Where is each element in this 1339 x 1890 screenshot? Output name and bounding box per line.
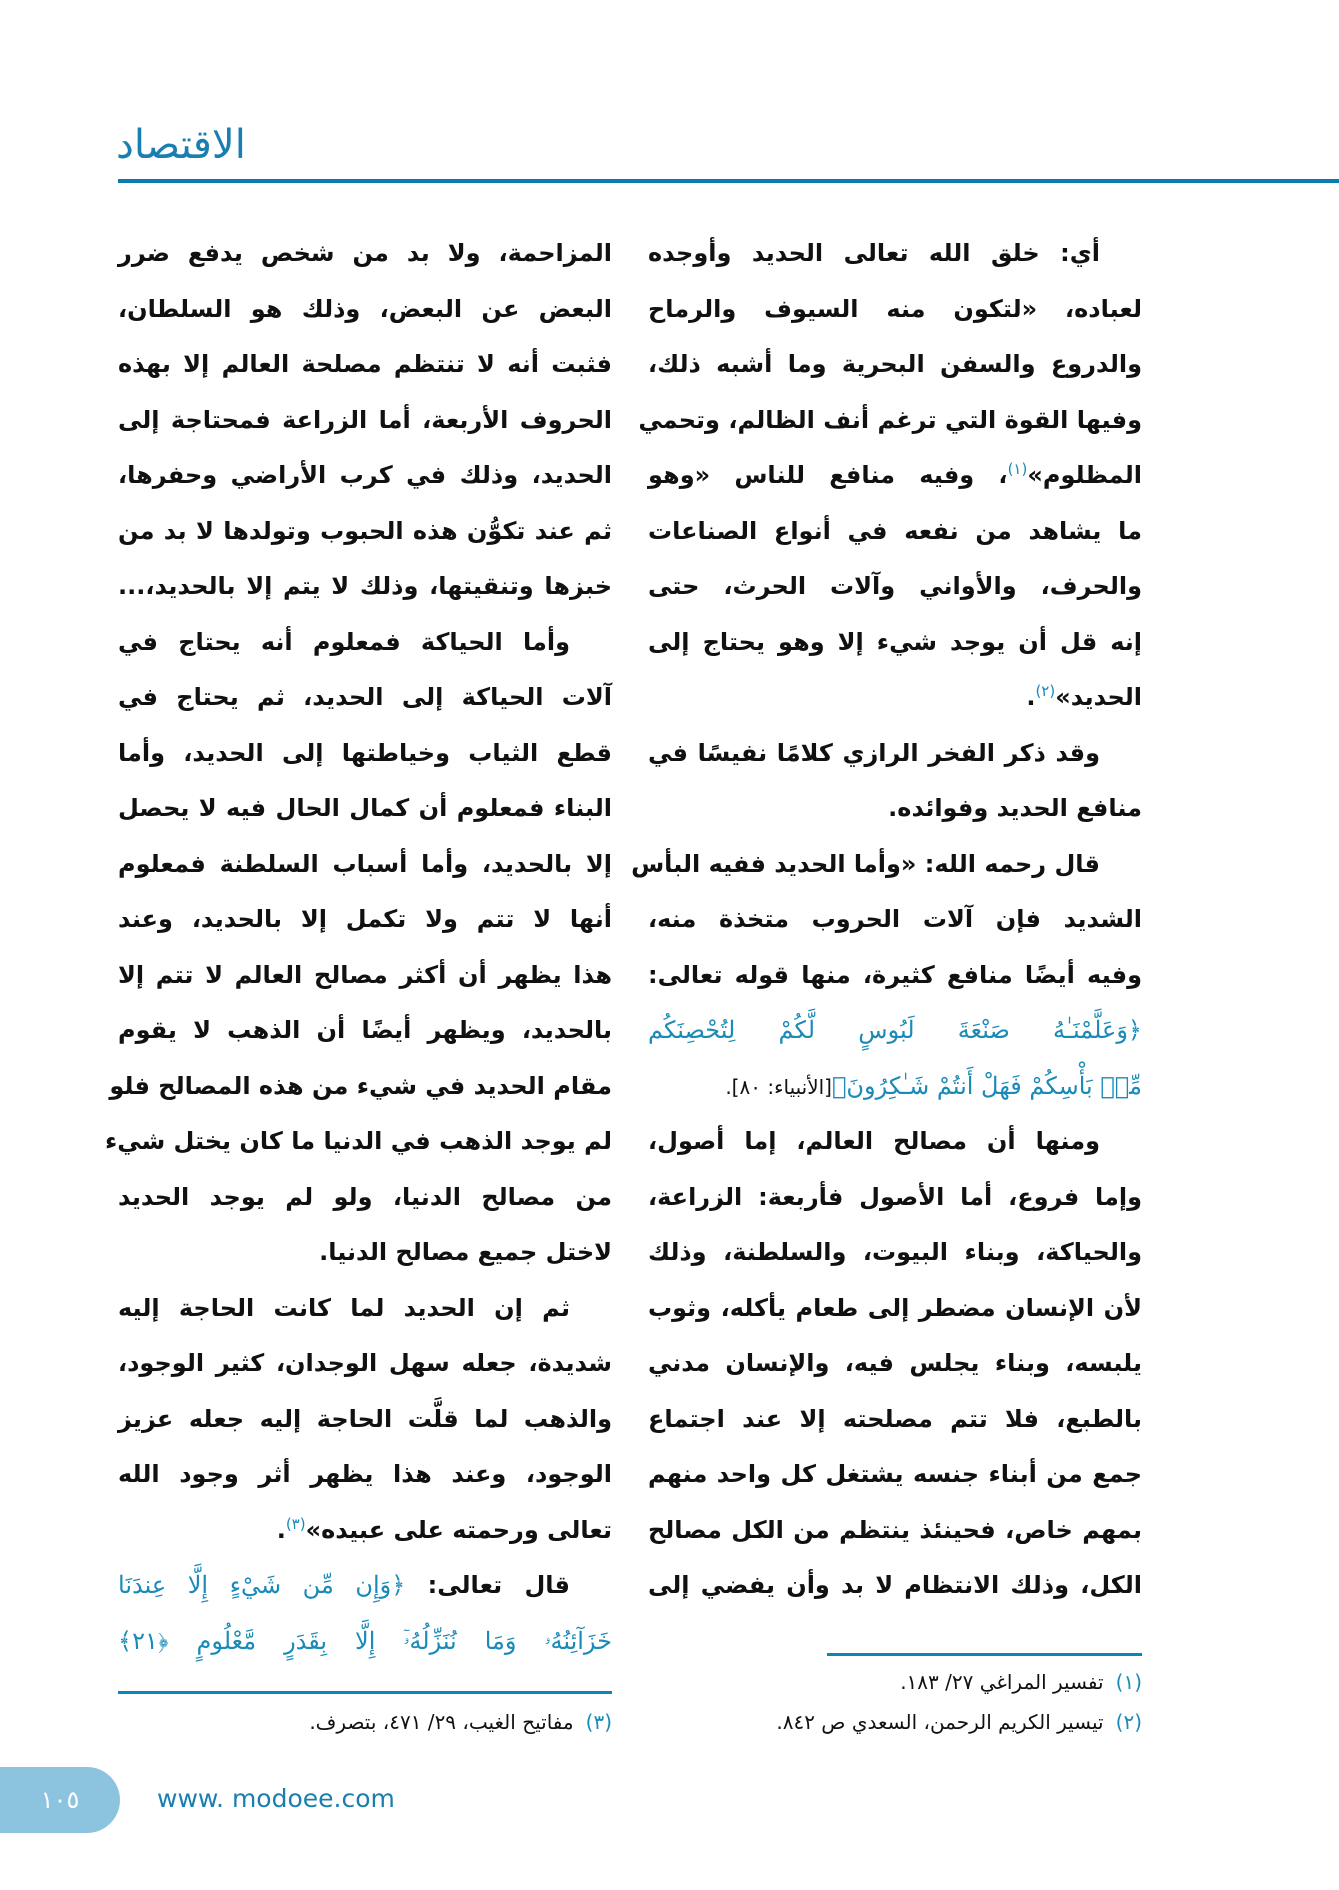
- body-text: لأن الإنسان مضطر إلى طعام يأكله، وثوب: [648, 1293, 1142, 1322]
- text-line: [118, 289, 612, 329]
- body-text: .: [276, 1515, 286, 1544]
- body-text: وقد ذكر الفخر الرازي كلامًا نفيسًا في: [648, 738, 1100, 767]
- footnote-marker: (٣): [285, 1514, 306, 1533]
- footnote-marker: (٢): [1035, 682, 1056, 700]
- body-text: قال رحمه الله: «وأما الحديد ففيه البأس: [631, 849, 1100, 878]
- text-line: [118, 1565, 612, 1605]
- text-line: [118, 1232, 612, 1272]
- text-line: [118, 1343, 612, 1383]
- text-line: [648, 899, 1142, 939]
- footnote-marker: (١): [1007, 460, 1028, 478]
- text-line: [118, 1399, 612, 1439]
- footnote-2: [776, 1710, 1142, 1734]
- text-line: [118, 844, 612, 884]
- body-text: البعض عن البعض، وذلك هو السلطان،: [118, 294, 612, 323]
- text-line: [648, 1343, 1142, 1383]
- text-line: [648, 1399, 1142, 1439]
- body-text: الحروف الأربعة، أما الزراعة فمحتاجة إلى: [118, 405, 612, 434]
- text-line: [648, 733, 1142, 773]
- text-line: [648, 1565, 1142, 1605]
- text-line: [648, 1121, 1142, 1161]
- text-line: [648, 1288, 1142, 1328]
- body-text: المظلوم»: [1027, 461, 1142, 489]
- body-text: لم يوجد الذهب في الدنيا ما كان يختل شيء: [105, 1127, 612, 1155]
- body-text: أنها لا تتم ولا تكمل إلا بالحديد، وعند: [118, 905, 612, 933]
- verse-reference: [الأنبياء: ٨٠].: [725, 1074, 832, 1099]
- text-line: [118, 455, 612, 495]
- text-line: [648, 1177, 1142, 1217]
- page-number: ١٠٥: [40, 1786, 80, 1814]
- body-text: ما يشاهد من نفعه في أنواع الصناعات: [648, 516, 1142, 545]
- body-text: والذهب لما قلَّت الحاجة إليه جعله عزيز: [118, 1404, 612, 1433]
- text-line: [631, 844, 1142, 884]
- footnote-number: (٣): [585, 1710, 612, 1734]
- text-line: [118, 233, 612, 273]
- text-line: [118, 400, 612, 440]
- text-line: [648, 289, 1142, 329]
- text-line: [118, 1177, 612, 1217]
- body-text: إنه قل أن يوجد شيء إلا وهو يحتاج إلى: [648, 627, 1142, 656]
- body-text: تعالى ورحمته على عبيده»: [305, 1515, 612, 1544]
- body-text: وفيها القوة التي ترغم أنف الظالم، وتحمي: [638, 405, 1142, 434]
- text-line: [648, 455, 1142, 495]
- body-text: ومنها أن مصالح العالم، إما أصول،: [648, 1127, 1100, 1155]
- text-line: [118, 1621, 612, 1661]
- text-line: [118, 733, 612, 773]
- text-line: [648, 566, 1142, 606]
- body-text: جمع من أبناء جنسه يشتغل كل واحد منهم: [648, 1460, 1142, 1488]
- body-text: يلبسه، وبناء يجلس فيه، والإنسان مدني: [648, 1349, 1142, 1377]
- body-text: بالحديد، ويظهر أيضًا أن الذهب لا يقوم: [118, 1016, 612, 1044]
- text-line: [118, 1288, 612, 1328]
- body-text: هذا يظهر أن أكثر مصالح العالم لا تتم إلا: [118, 960, 612, 989]
- body-text: ، وفيه منافع للناس «وهو: [648, 461, 1008, 489]
- quran-verse: مِّنۢ بَأْسِكُمْ فَهَلْ أَنتُمْ شَـٰكِرُونَ﴾: [831, 1071, 1142, 1100]
- chapter-title: الاقتصاد: [116, 122, 246, 168]
- footnote-number: (١): [1115, 1670, 1142, 1694]
- body-text: فثبت أنه لا تنتظم مصلحة العالم إلا بهذه: [118, 350, 612, 378]
- text-line: [118, 1010, 612, 1050]
- body-text: والحياكة، وبناء البيوت، والسلطنة، وذلك: [648, 1238, 1142, 1266]
- footnote-separator-right: [827, 1653, 1142, 1656]
- text-line: [118, 1510, 612, 1550]
- body-text: الحديد، وذلك في كرب الأراضي وحفرها،: [118, 461, 612, 489]
- text-line: [118, 677, 612, 717]
- body-text: .: [1026, 683, 1036, 711]
- text-line: [648, 677, 1142, 717]
- footnote-1: [900, 1670, 1142, 1694]
- text-line: [118, 344, 612, 384]
- text-line: [648, 1510, 1142, 1550]
- text-line: [109, 1066, 612, 1106]
- text-line: [648, 955, 1142, 995]
- body-text: منافع الحديد وفوائده.: [888, 794, 1142, 822]
- footnote-text: تفسير المراغي ٢٧/ ١٨٣.: [900, 1670, 1104, 1694]
- text-line: [648, 344, 1142, 384]
- body-text: وإما فروع، أما الأصول فأربعة: الزراعة،: [648, 1182, 1142, 1211]
- body-text: من مصالح الدنيا، ولو لم يوجد الحديد: [118, 1182, 612, 1211]
- text-line: [118, 511, 612, 551]
- text-line: [118, 788, 612, 828]
- body-text: بمهم خاص، فحينئذ ينتظم من الكل مصالح: [648, 1515, 1142, 1544]
- text-line: [648, 788, 1142, 828]
- text-line: [118, 955, 612, 995]
- text-line: [638, 400, 1142, 440]
- body-text: قال تعالى:: [405, 1571, 570, 1599]
- footnote-separator-left: [118, 1691, 612, 1694]
- body-text: آلات الحياكة إلى الحديد، ثم يحتاج في: [118, 683, 612, 711]
- page-number-badge: [0, 1767, 120, 1833]
- body-text: بالطبع، فلا تتم مصلحته إلا عند اجتماع: [648, 1404, 1142, 1433]
- footnote-text: مفاتيح الغيب، ٢٩/ ٤٧١، بتصرف.: [309, 1710, 574, 1734]
- body-text: وفيه أيضًا منافع كثيرة، منها قوله تعالى:: [648, 960, 1142, 989]
- body-text: أي: خلق الله تعالى الحديد وأوجده: [648, 239, 1100, 267]
- text-line: [105, 1121, 612, 1161]
- text-line: [648, 622, 1142, 662]
- body-text: ثم عند تكوُّن هذه الحبوب وتولدها لا بد من: [118, 516, 612, 545]
- body-text: ثم إن الحديد لما كانت الحاجة إليه: [118, 1293, 570, 1322]
- website-url[interactable]: www. modoee.com: [157, 1784, 395, 1813]
- body-text: إلا بالحديد، وأما أسباب السلطنة فمعلوم: [118, 849, 612, 878]
- text-line: [648, 1232, 1142, 1272]
- text-line: [648, 1454, 1142, 1494]
- text-line: [118, 566, 612, 606]
- body-text: لعباده، «لتكون منه السيوف والرماح: [648, 294, 1142, 323]
- header-rule: [118, 179, 1339, 183]
- body-text: والحرف، والأواني وآلات الحرث، حتى: [648, 572, 1142, 600]
- body-text: الوجود، وعند هذا يظهر أثر وجود الله: [118, 1460, 612, 1488]
- body-text: شديدة، جعله سهل الوجدان، كثير الوجود،: [118, 1349, 612, 1377]
- body-text: الكل، وذلك الانتظام لا بد وأن يفضي إلى: [648, 1571, 1142, 1599]
- body-text: لاختل جميع مصالح الدنيا.: [319, 1238, 612, 1266]
- text-line: [648, 511, 1142, 551]
- body-text: المزاحمة، ولا بد من شخص يدفع ضرر: [118, 239, 612, 267]
- quran-verse: ﴿وَإِن مِّن شَيْءٍ إِلَّا عِندَنَا: [118, 1571, 406, 1599]
- body-text: الحديد»: [1055, 683, 1142, 711]
- text-line: [648, 233, 1142, 273]
- body-text: وأما الحياكة فمعلوم أنه يحتاج في: [118, 627, 570, 656]
- footnote-3: [309, 1710, 612, 1734]
- body-text: البناء فمعلوم أن كمال الحال فيه لا يحصل: [118, 794, 612, 822]
- body-text: الشديد فإن آلات الحروب متخذة منه،: [648, 905, 1142, 933]
- text-line: [118, 1454, 612, 1494]
- body-text: مقام الحديد في شيء من هذه المصالح فلو: [109, 1071, 612, 1100]
- quran-verse: ﴿وَعَلَّمْنَـٰهُ صَنْعَةَ لَبُوسٍ لَّكُمْ لِتُحْصِنَكُم: [648, 1016, 1142, 1044]
- body-text: خبزها وتنقيتها، وذلك لا يتم إلا بالحديد،...: [118, 572, 612, 600]
- text-line: [648, 1066, 1142, 1106]
- footnote-text: تيسير الكريم الرحمن، السعدي ص ٨٤٢.: [776, 1710, 1104, 1734]
- text-line: [118, 899, 612, 939]
- quran-verse: خَزَآئِنُهُۥ وَمَا نُنَزِّلُهُۥٓ إِلَّا بِقَدَرٍ مَّعْلُومٍ ﴿٢١﴾: [118, 1626, 612, 1655]
- text-line: [118, 622, 612, 662]
- body-text: قطع الثياب وخياطتها إلى الحديد، وأما: [118, 738, 612, 767]
- text-line: [648, 1010, 1142, 1050]
- body-text: والدروع والسفن البحرية وما أشبه ذلك،: [648, 350, 1142, 378]
- footnote-number: (٢): [1115, 1710, 1142, 1734]
